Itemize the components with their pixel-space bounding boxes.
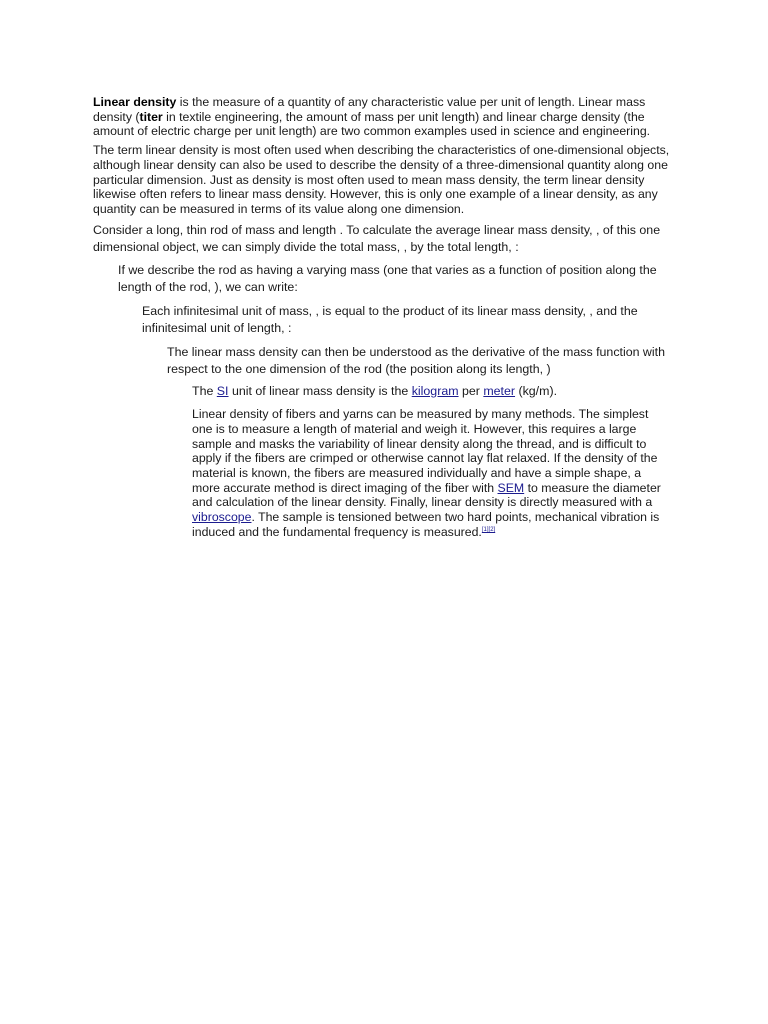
- sem-link[interactable]: SEM: [497, 480, 525, 495]
- si-text-middle-1: unit of linear mass density is the: [228, 383, 412, 398]
- paragraph-one-dimensional: The term linear density is most often used when describing the characteristics of one-dimensional objects, although linear density can also be used to describe the density of a three-dimensional quantity along one particular dimension. Just as density is most often used to mean mass density, the term linear density likewise often refers to linear mass density. However, this is only one example of a linear density, as any quantity can be measured in terms of its value along one dimension.: [93, 143, 670, 216]
- term-linear-density: Linear density: [93, 95, 177, 109]
- fibers-paragraph: [192, 407, 667, 539]
- indent-derivative: The linear mass density can then be understood as the derivative of the mass function with respect to the one dimension of the rod (the position along its length, ): [167, 344, 665, 377]
- intro-text-2: in textile engineering, the amount of mass per unit length) and linear charge density (the amount of electric charge per unit length) are two common examples used in science and engineering.: [93, 109, 651, 139]
- paragraph-average-density: Consider a long, thin rod of mass and length . To calculate the average linear mass density, , of this one dimensional object, we can simply divide the total mass, , by the total length, :: [93, 222, 661, 255]
- si-text-middle-2: per: [458, 383, 484, 398]
- indent-varying-mass: If we describe the rod as having a varying mass (one that varies as a function of position along the length of the rod, ), we can write:: [118, 262, 657, 295]
- si-unit-sentence: [192, 383, 672, 401]
- intro-text-1: is the measure of a quantity of any characteristic value per unit of length. Linear mass density (: [93, 95, 646, 124]
- reference-link[interactable]: [1][2]: [481, 526, 496, 533]
- fibers-text-3: . The sample is tensioned between two hard points, mechanical vibration is induced and the fundamental frequency is measured.: [192, 510, 660, 539]
- meter-link[interactable]: meter: [483, 383, 516, 398]
- si-link[interactable]: SI: [216, 383, 229, 398]
- indent-infinitesimal-mass: Each infinitesimal unit of mass, , is equal to the product of its linear mass density, , and the infinitesimal unit of length, :: [142, 303, 638, 336]
- vibroscope-link[interactable]: vibroscope: [192, 510, 252, 525]
- reference-superscript: [482, 527, 495, 533]
- si-text-before: The: [192, 383, 217, 398]
- intro-paragraph: [93, 95, 678, 139]
- term-titer: titer: [139, 109, 163, 124]
- article-body: [93, 95, 678, 539]
- kilogram-link[interactable]: kilogram: [411, 383, 459, 398]
- si-text-after: (kg/m).: [515, 383, 558, 398]
- fibers-text-1: Linear density of fibers and yarns can be measured by many methods. The simplest one is to measure a length of material and weigh it. However, this requires a large sample and masks the variability of linear density along the thread, and is difficult to apply if the fibers are crimped or otherwise cannot lay flat relaxed. If the density of the material is known, the fibers are measured individually and have a simple shape, a more accurate method is direct imaging of the fiber with: [192, 407, 658, 495]
- fibers-text-2: to measure the diameter and calculation of the linear density. Finally, linear density is directly measured with a: [192, 480, 661, 510]
